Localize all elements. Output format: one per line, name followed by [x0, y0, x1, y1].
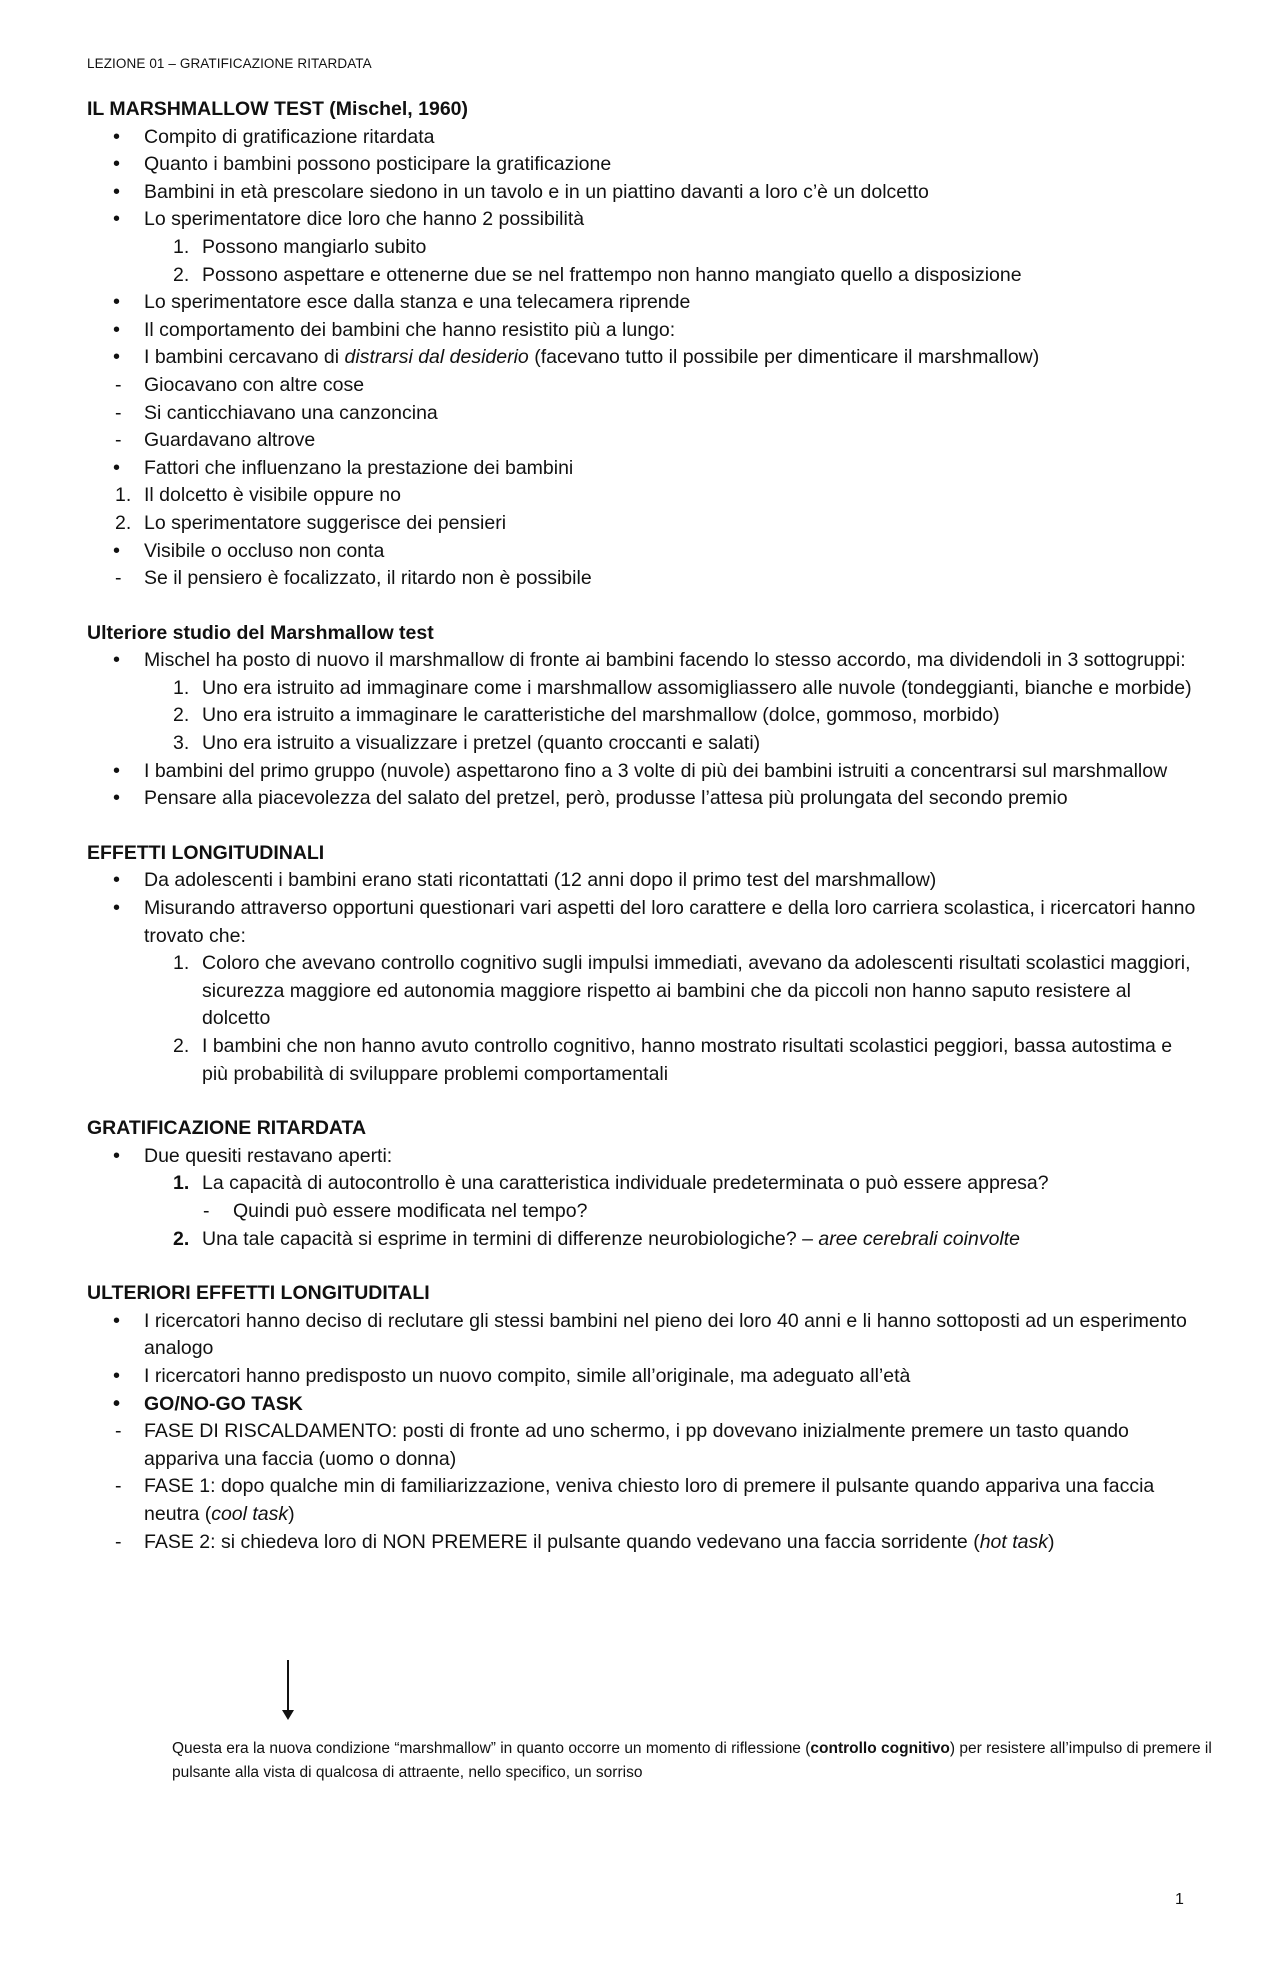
text-run: ) — [288, 1502, 295, 1525]
bullet-item: • GO/NO-GO TASK — [87, 1391, 1197, 1419]
dash-item-text: Guardavano altrove — [144, 429, 316, 452]
numbered-item-text: Il dolcetto è visibile oppure no — [144, 484, 401, 507]
text-run: FASE 2: si chiedeva loro di NON PREMERE il pulsante quando vedevano una faccia sorridente ( — [144, 1530, 980, 1553]
number-marker: 2. — [173, 263, 190, 286]
dash-marker: - — [115, 1475, 122, 1498]
dash-marker: - — [115, 429, 122, 452]
text-run: ) per resistere all’impulso di premere il pulsante alla vista di qualcosa di attraente, nello specifico, un sorriso — [172, 1740, 1212, 1781]
numbered-item-text: Uno era istruito a visualizzare i pretzel (quanto croccanti e salati) — [202, 732, 761, 755]
numbered-item — [87, 510, 1197, 538]
bullet-item — [87, 344, 1197, 372]
numbered-item-text: Possono mangiarlo subito — [202, 235, 427, 258]
dash-item — [87, 1198, 1197, 1226]
italic-text: hot task — [979, 1530, 1048, 1553]
numbered-item — [87, 730, 1197, 758]
numbered-item — [87, 234, 1197, 262]
text-run: FASE 1: dopo qualche min di familiarizzazione, veniva chiesto loro di premere il pulsante quando appariva una faccia neutra ( — [144, 1475, 1155, 1525]
numbered-item-text: I bambini che non hanno avuto controllo cognitivo, hanno mostrato risultati scolastici peggiori, bassa autostima e più probabilità di sviluppare problemi comportamentali — [202, 1035, 1173, 1085]
numbered-item — [87, 950, 1197, 1033]
bullet-item: • Pensare alla piacevolezza del salato del pretzel, però, produsse l’attesa più prolungata del secondo premio — [87, 785, 1197, 813]
numbered-item-text: Possono aspettare e ottenerne due se nel frattempo non hanno mangiato quello a disposizione — [202, 263, 1022, 286]
numbered-item — [87, 1170, 1197, 1198]
number-marker: 2. — [173, 704, 190, 727]
numbered-item — [87, 675, 1197, 703]
dash-item — [87, 1529, 1197, 1557]
numbered-item-text: La capacità di autocontrollo è una caratteristica individuale predeterminata o può essere appresa? — [202, 1172, 1049, 1195]
dash-item — [87, 427, 1197, 455]
number-marker: 3. — [173, 732, 190, 755]
section-title: IL MARSHMALLOW TEST (Mischel, 1960) — [87, 98, 469, 120]
text-run: Una tale capacità si esprime in termini di differenze neurobiologiche? – — [202, 1227, 819, 1250]
dash-item-text: Giocavano con altre cose — [144, 373, 365, 396]
numbered-item-text: Coloro che avevano controllo cognitivo sugli impulsi immediati, avevano da adolescenti risultati scolastici maggiori, sicurezza maggiore ed autonomia maggiore rispetto ai bambini che da piccoli non hanno saputo resistere al dolcetto — [202, 952, 1191, 1030]
section-further-longitudinal-effects — [87, 1280, 1197, 1556]
dash-item — [87, 400, 1197, 428]
dash-item — [87, 1418, 1197, 1473]
document-body — [87, 96, 1197, 1583]
dash-item — [87, 565, 1197, 593]
italic-text: cool task — [211, 1502, 289, 1525]
dash-marker: - — [115, 401, 122, 424]
bullet-item: • I ricercatori hanno deciso di reclutare gli stessi bambini nel pieno dei loro 40 anni e li hanno sottoposti ad un esperimento analogo — [87, 1308, 1197, 1363]
numbered-item — [87, 262, 1197, 290]
bullet-item: • Il comportamento dei bambini che hanno resistito più a lungo: — [87, 317, 1197, 345]
dash-marker: - — [115, 1420, 122, 1443]
dash-marker: - — [203, 1199, 210, 1222]
section-delayed-gratification — [87, 1115, 1197, 1253]
dash-marker: - — [115, 567, 122, 590]
number-marker: 2. — [173, 1035, 190, 1057]
bullet-item: • Compito di gratificazione ritardata — [87, 124, 1197, 152]
dash-marker: - — [115, 1530, 122, 1553]
dash-marker: - — [115, 373, 122, 396]
page-header: LEZIONE 01 – GRATIFICAZIONE RITARDATA — [87, 56, 372, 71]
section-title: GRATIFICAZIONE RITARDATA — [87, 1117, 367, 1140]
numbered-item-text: Uno era istruito ad immaginare come i marshmallow assomigliassero alle nuvole (tondeggianti, bianche e morbide) — [202, 676, 1192, 699]
bullet-item: • Lo sperimentatore esce dalla stanza e una telecamera riprende — [87, 289, 1197, 317]
section-title: Ulteriore studio del Marshmallow test — [87, 621, 434, 644]
bullet-item: • Mischel ha posto di nuovo il marshmallow di fronte ai bambini facendo lo stesso accordo, ma dividendoli in 3 sottogruppi: — [87, 647, 1197, 675]
number-marker: 2. — [173, 1227, 190, 1250]
bullet-item: • Fattori che influenzano la prestazione dei bambini — [87, 455, 1197, 483]
bullet-item: • Quanto i bambini possono posticipare la gratificazione — [87, 151, 1197, 179]
numbered-item — [87, 1033, 1197, 1088]
bold-text: controllo cognitivo — [810, 1740, 950, 1757]
bullet-item: • Misurando attraverso opportuni questionari vari aspetti del loro carattere e della loro carriera scolastica, i ricercatori hanno trovato che: — [87, 895, 1197, 950]
bullet-item: • Da adolescenti i bambini erano stati ricontattati (12 anni dopo il primo test del marshmallow) — [87, 867, 1197, 895]
bullet-item: • Lo sperimentatore dice loro che hanno 2 possibilità — [87, 206, 1197, 234]
number-marker: 1. — [173, 235, 190, 258]
dash-item — [87, 372, 1197, 400]
bullet-item: • I ricercatori hanno predisposto un nuovo compito, simile all’originale, ma adeguato all’età — [87, 1363, 1197, 1391]
numbered-item — [87, 482, 1197, 510]
bullet-item: • Visibile o occluso non conta — [87, 538, 1197, 566]
footnote-paragraph — [172, 1737, 1212, 1785]
text-run: Questa era la nuova condizione “marshmallow” in quanto occorre un momento di riflessione ( — [172, 1740, 811, 1757]
bullet-item: • Bambini in età prescolare siedono in un tavolo e in un piattino davanti a loro c’è un dolcetto — [87, 179, 1197, 207]
number-marker: 1. — [173, 1172, 190, 1195]
italic-text: aree cerebrali coinvolte — [818, 1227, 1021, 1250]
dash-item-text: Quindi può essere modificata nel tempo? — [233, 1199, 588, 1222]
section-title: EFFETTI LONGITUDINALI — [87, 841, 325, 864]
numbered-item — [87, 1226, 1197, 1254]
down-arrow-icon — [287, 1660, 289, 1712]
dash-item-text: Se il pensiero è focalizzato, il ritardo non è possibile — [144, 567, 592, 590]
bullet-item: • I bambini del primo gruppo (nuvole) aspettarono fino a 3 volte di più dei bambini istruiti a concentrarsi sul marshmallow — [87, 758, 1197, 786]
number-marker: 1. — [115, 484, 132, 507]
text-run: I bambini cercavano di — [144, 346, 345, 369]
dash-item-text: FASE DI RISCALDAMENTO: posti di fronte ad uno schermo, i pp dovevano inizialmente premere un tasto quando appariva una faccia (uomo o donna) — [144, 1420, 1129, 1470]
italic-text: distrarsi dal desiderio — [344, 346, 529, 369]
text-run: (facevano tutto il possibile per dimenticare il marshmallow) — [528, 346, 1040, 369]
page-number: 1 — [1175, 1891, 1184, 1908]
numbered-item-text: Uno era istruito a immaginare le caratteristiche del marshmallow (dolce, gommoso, morbido) — [202, 704, 1000, 727]
section-longitudinal-effects — [87, 840, 1197, 1088]
numbered-item — [87, 702, 1197, 730]
number-marker: 1. — [173, 676, 190, 699]
numbered-item-text: Lo sperimentatore suggerisce dei pensieri — [144, 511, 507, 534]
section-further-study — [87, 620, 1197, 813]
text-run: ) — [1048, 1530, 1055, 1553]
dash-item-text: Si canticchiavano una canzoncina — [144, 401, 438, 424]
bullet-item: • Due quesiti restavano aperti: — [87, 1143, 1197, 1171]
dash-item — [87, 1473, 1197, 1528]
number-marker: 1. — [173, 952, 190, 975]
section-title: ULTERIORI EFFETTI LONGITUDITALI — [87, 1282, 430, 1305]
section-marshmallow-test — [87, 96, 1197, 593]
number-marker: 2. — [115, 511, 132, 534]
